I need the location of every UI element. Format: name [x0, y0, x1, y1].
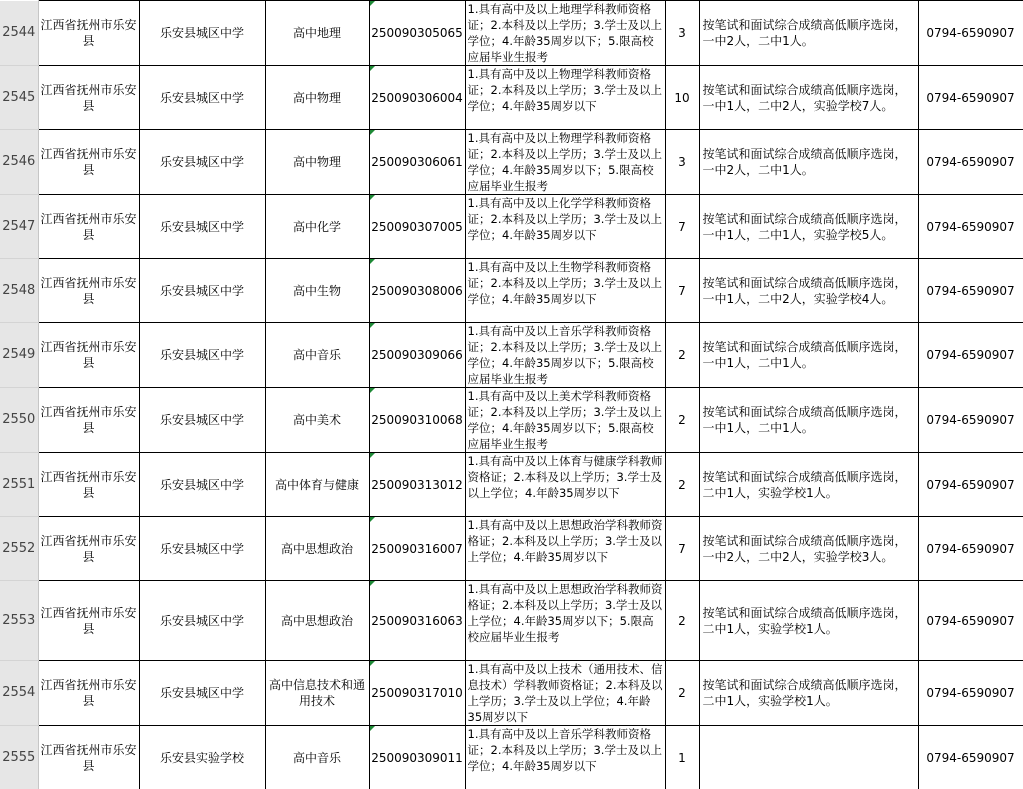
school-cell[interactable]: 乐安县城区中学 [139, 130, 265, 195]
subject-cell[interactable]: 高中音乐 [265, 323, 369, 388]
requirements-cell[interactable]: 1.具有高中及以上化学学科教师资格证；2.本科及以上学历；3.学士及以上学位；4.年龄35周岁以下 [465, 195, 665, 259]
row-number[interactable]: 2548 [0, 259, 38, 323]
region-cell[interactable]: 江西省抚州市乐安县 [38, 259, 139, 323]
requirements-cell[interactable]: 1.具有高中及以上音乐学科教师资格证；2.本科及以上学历；3.学士及以上学位；4.年龄35周岁以下；5.限高校应届毕业生报考 [465, 323, 665, 388]
hiring-count-cell[interactable]: 2 [665, 661, 699, 726]
subject-cell[interactable]: 高中生物 [265, 259, 369, 323]
position-code-cell[interactable]: 250090309066 [369, 323, 465, 388]
row-number[interactable]: 2553 [0, 581, 38, 661]
position-code-cell[interactable]: 250090310068 [369, 388, 465, 453]
position-code-cell[interactable]: 250090306061 [369, 130, 465, 195]
phone-cell[interactable]: 0794-6590907 [918, 130, 1023, 195]
hiring-count-cell[interactable]: 3 [665, 130, 699, 195]
region-cell[interactable]: 江西省抚州市乐安县 [38, 195, 139, 259]
subject-cell[interactable]: 高中化学 [265, 195, 369, 259]
phone-cell[interactable]: 0794-6590907 [918, 726, 1023, 789]
subject-cell[interactable]: 高中物理 [265, 66, 369, 130]
subject-cell[interactable]: 高中美术 [265, 388, 369, 453]
region-cell[interactable]: 江西省抚州市乐安县 [38, 130, 139, 195]
region-cell[interactable]: 江西省抚州市乐安县 [38, 581, 139, 661]
table-row [0, 388, 1023, 453]
table-row [0, 323, 1023, 388]
row-number[interactable]: 2549 [0, 323, 38, 388]
row-number[interactable]: 2551 [0, 453, 38, 517]
hiring-count-cell[interactable]: 1 [665, 726, 699, 789]
hiring-count-cell[interactable]: 3 [665, 1, 699, 66]
school-cell[interactable]: 乐安县城区中学 [139, 661, 265, 726]
phone-cell[interactable]: 0794-6590907 [918, 453, 1023, 517]
phone-cell[interactable]: 0794-6590907 [918, 323, 1023, 388]
requirements-cell[interactable]: 1.具有高中及以上思想政治学科教师资格证；2.本科及以上学历；3.学士及以上学位；4.年龄35周岁以下；5.限高校应届毕业生报考 [465, 581, 665, 661]
table-row [0, 661, 1023, 726]
phone-cell[interactable]: 0794-6590907 [918, 581, 1023, 661]
position-code-cell[interactable]: 250090307005 [369, 195, 465, 259]
table-row [0, 130, 1023, 195]
position-code-cell[interactable]: 250090316063 [369, 581, 465, 661]
requirements-cell[interactable]: 1.具有高中及以上体育与健康学科教师资格证；2.本科及以上学历；3.学士及以上学位；4.年龄35周岁以下 [465, 453, 665, 517]
selection-method-cell[interactable]: 按笔试和面试综合成绩高低顺序选岗，二中1人，实验学校1人。 [699, 661, 918, 726]
hiring-count-cell[interactable]: 2 [665, 323, 699, 388]
row-number[interactable]: 2554 [0, 661, 38, 726]
selection-method-cell[interactable]: 按笔试和面试综合成绩高低顺序选岗，一中1人，二中1人。 [699, 323, 918, 388]
table-row [0, 581, 1023, 661]
position-code-cell[interactable]: 250090313012 [369, 453, 465, 517]
school-cell[interactable]: 乐安县城区中学 [139, 195, 265, 259]
phone-cell[interactable]: 0794-6590907 [918, 517, 1023, 581]
subject-cell[interactable]: 高中地理 [265, 1, 369, 66]
selection-method-cell[interactable]: 按笔试和面试综合成绩高低顺序选岗，一中2人，二中1人。 [699, 130, 918, 195]
subject-cell[interactable]: 高中思想政治 [265, 581, 369, 661]
position-code-cell[interactable]: 250090305065 [369, 1, 465, 66]
row-number[interactable]: 2552 [0, 517, 38, 581]
selection-method-cell[interactable]: 按笔试和面试综合成绩高低顺序选岗，一中1人，二中1人。 [699, 388, 918, 453]
region-cell[interactable]: 江西省抚州市乐安县 [38, 388, 139, 453]
position-code-cell[interactable]: 250090317010 [369, 661, 465, 726]
school-cell[interactable]: 乐安县城区中学 [139, 259, 265, 323]
school-cell[interactable]: 乐安县实验学校 [139, 726, 265, 789]
region-cell[interactable]: 江西省抚州市乐安县 [38, 726, 139, 789]
region-cell[interactable]: 江西省抚州市乐安县 [38, 66, 139, 130]
subject-cell[interactable]: 高中物理 [265, 130, 369, 195]
region-cell[interactable]: 江西省抚州市乐安县 [38, 661, 139, 726]
hiring-count-cell[interactable]: 7 [665, 259, 699, 323]
school-cell[interactable]: 乐安县城区中学 [139, 323, 265, 388]
school-cell[interactable]: 乐安县城区中学 [139, 517, 265, 581]
phone-cell[interactable]: 0794-6590907 [918, 259, 1023, 323]
requirements-cell[interactable]: 1.具有高中及以上物理学科教师资格证；2.本科及以上学历；3.学士及以上学位；4.年龄35周岁以下；5.限高校应届毕业生报考 [465, 130, 665, 195]
position-code-cell[interactable]: 250090316007 [369, 517, 465, 581]
selection-method-cell[interactable]: 按笔试和面试综合成绩高低顺序选岗，一中2人，二中1人。 [699, 1, 918, 66]
school-cell[interactable]: 乐安县城区中学 [139, 1, 265, 66]
row-number[interactable]: 2547 [0, 195, 38, 259]
school-cell[interactable]: 乐安县城区中学 [139, 388, 265, 453]
region-cell[interactable]: 江西省抚州市乐安县 [38, 323, 139, 388]
subject-cell[interactable]: 高中思想政治 [265, 517, 369, 581]
requirements-cell[interactable]: 1.具有高中及以上美术学科教师资格证；2.本科及以上学历；3.学士及以上学位；4.年龄35周岁以下；5.限高校应届毕业生报考 [465, 388, 665, 453]
table-row [0, 726, 1023, 789]
school-cell[interactable]: 乐安县城区中学 [139, 453, 265, 517]
region-cell[interactable]: 江西省抚州市乐安县 [38, 1, 139, 66]
requirements-cell[interactable]: 1.具有高中及以上生物学科教师资格证；2.本科及以上学历；3.学士及以上学位；4.年龄35周岁以下 [465, 259, 665, 323]
table-body [0, 1, 1023, 789]
requirements-cell[interactable]: 1.具有高中及以上音乐学科教师资格证；2.本科及以上学历；3.学士及以上学位；4.年龄35周岁以下 [465, 726, 665, 789]
hiring-count-cell[interactable]: 2 [665, 388, 699, 453]
row-number[interactable]: 2545 [0, 66, 38, 130]
selection-method-cell[interactable] [699, 726, 918, 789]
phone-cell[interactable]: 0794-6590907 [918, 1, 1023, 66]
table-row [0, 453, 1023, 517]
phone-cell[interactable]: 0794-6590907 [918, 661, 1023, 726]
row-number[interactable]: 2546 [0, 130, 38, 195]
selection-method-cell[interactable]: 按笔试和面试综合成绩高低顺序选岗，一中1人，二中2人，实验学校7人。 [699, 66, 918, 130]
requirements-cell[interactable]: 1.具有高中及以上地理学科教师资格证；2.本科及以上学历；3.学士及以上学位；4.年龄35周岁以下；5.限高校应届毕业生报考 [465, 1, 665, 66]
phone-cell[interactable]: 0794-6590907 [918, 66, 1023, 130]
hiring-count-cell[interactable]: 2 [665, 581, 699, 661]
table-row [0, 259, 1023, 323]
requirements-cell[interactable]: 1.具有高中及以上技术（通用技术、信息技术）学科教师资格证；2.本科及以上学历；3.学士及以上学位；4.年龄35周岁以下 [465, 661, 665, 726]
hiring-count-cell[interactable]: 7 [665, 517, 699, 581]
table-row [0, 195, 1023, 259]
hiring-count-cell[interactable]: 2 [665, 453, 699, 517]
school-cell[interactable]: 乐安县城区中学 [139, 581, 265, 661]
table-row [0, 66, 1023, 130]
position-code-cell[interactable]: 250090309011 [369, 726, 465, 789]
requirements-cell[interactable]: 1.具有高中及以上思想政治学科教师资格证；2.本科及以上学历；3.学士及以上学位；4.年龄35周岁以下 [465, 517, 665, 581]
region-cell[interactable]: 江西省抚州市乐安县 [38, 453, 139, 517]
hiring-count-cell[interactable]: 10 [665, 66, 699, 130]
row-number[interactable]: 2555 [0, 726, 38, 789]
school-cell[interactable]: 乐安县城区中学 [139, 66, 265, 130]
table-row [0, 517, 1023, 581]
row-number[interactable]: 2544 [0, 1, 38, 66]
subject-cell[interactable]: 高中信息技术和通用技术 [265, 661, 369, 726]
selection-method-cell[interactable]: 按笔试和面试综合成绩高低顺序选岗，一中2人，二中2人，实验学校3人。 [699, 517, 918, 581]
table-row [0, 1, 1023, 66]
phone-cell[interactable]: 0794-6590907 [918, 388, 1023, 453]
selection-method-cell[interactable]: 按笔试和面试综合成绩高低顺序选岗，一中1人，二中2人，实验学校4人。 [699, 259, 918, 323]
subject-cell[interactable]: 高中体育与健康 [265, 453, 369, 517]
selection-method-cell[interactable]: 按笔试和面试综合成绩高低顺序选岗，一中1人，二中1人，实验学校5人。 [699, 195, 918, 259]
selection-method-cell[interactable]: 按笔试和面试综合成绩高低顺序选岗，二中1人，实验学校1人。 [699, 453, 918, 517]
region-cell[interactable]: 江西省抚州市乐安县 [38, 517, 139, 581]
position-code-cell[interactable]: 250090306004 [369, 66, 465, 130]
selection-method-cell[interactable]: 按笔试和面试综合成绩高低顺序选岗，二中1人，实验学校1人。 [699, 581, 918, 661]
row-number[interactable]: 2550 [0, 388, 38, 453]
phone-cell[interactable]: 0794-6590907 [918, 195, 1023, 259]
position-code-cell[interactable]: 250090308006 [369, 259, 465, 323]
hiring-count-cell[interactable]: 7 [665, 195, 699, 259]
subject-cell[interactable]: 高中音乐 [265, 726, 369, 789]
requirements-cell[interactable]: 1.具有高中及以上物理学科教师资格证；2.本科及以上学历；3.学士及以上学位；4.年龄35周岁以下 [465, 66, 665, 130]
